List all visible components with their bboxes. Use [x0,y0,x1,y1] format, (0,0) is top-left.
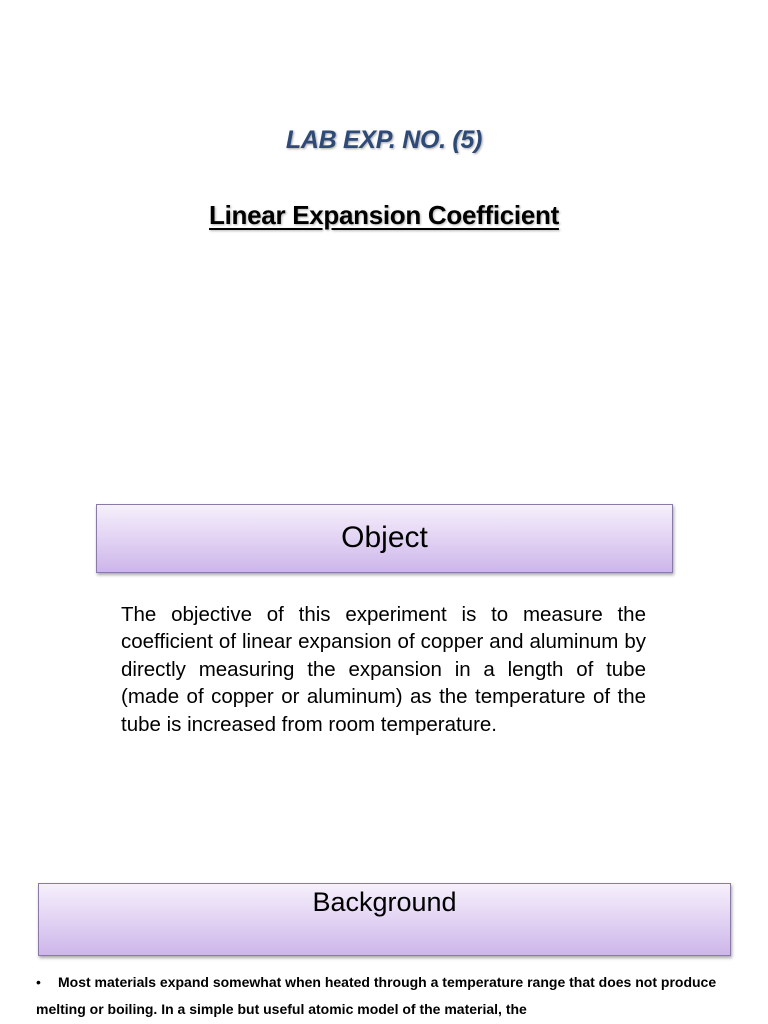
background-bullet-item [36,969,736,1023]
objective-paragraph: The objective of this experiment is to measure the coefficient of linear expansion of copper and aluminum by directly measuring the expansion in a length of tube (made of copper or aluminum) as the temperature of the tube is increased from room temperature. [121,603,646,736]
background-heading: Background [312,887,457,917]
object-heading: Object [341,521,428,554]
object-heading-box [96,504,673,573]
lab-experiment-number: LAB EXP. NO. (5) [285,126,483,154]
background-heading-box [38,883,731,956]
page-title: Linear Expansion Coefficient [209,200,559,230]
bullet-marker: • [36,974,41,990]
background-bullet-text: Most materials expand somewhat when heated through a temperature range that does not produce melting or boiling. In a simple but useful atomic model of the material, the [36,974,717,1017]
